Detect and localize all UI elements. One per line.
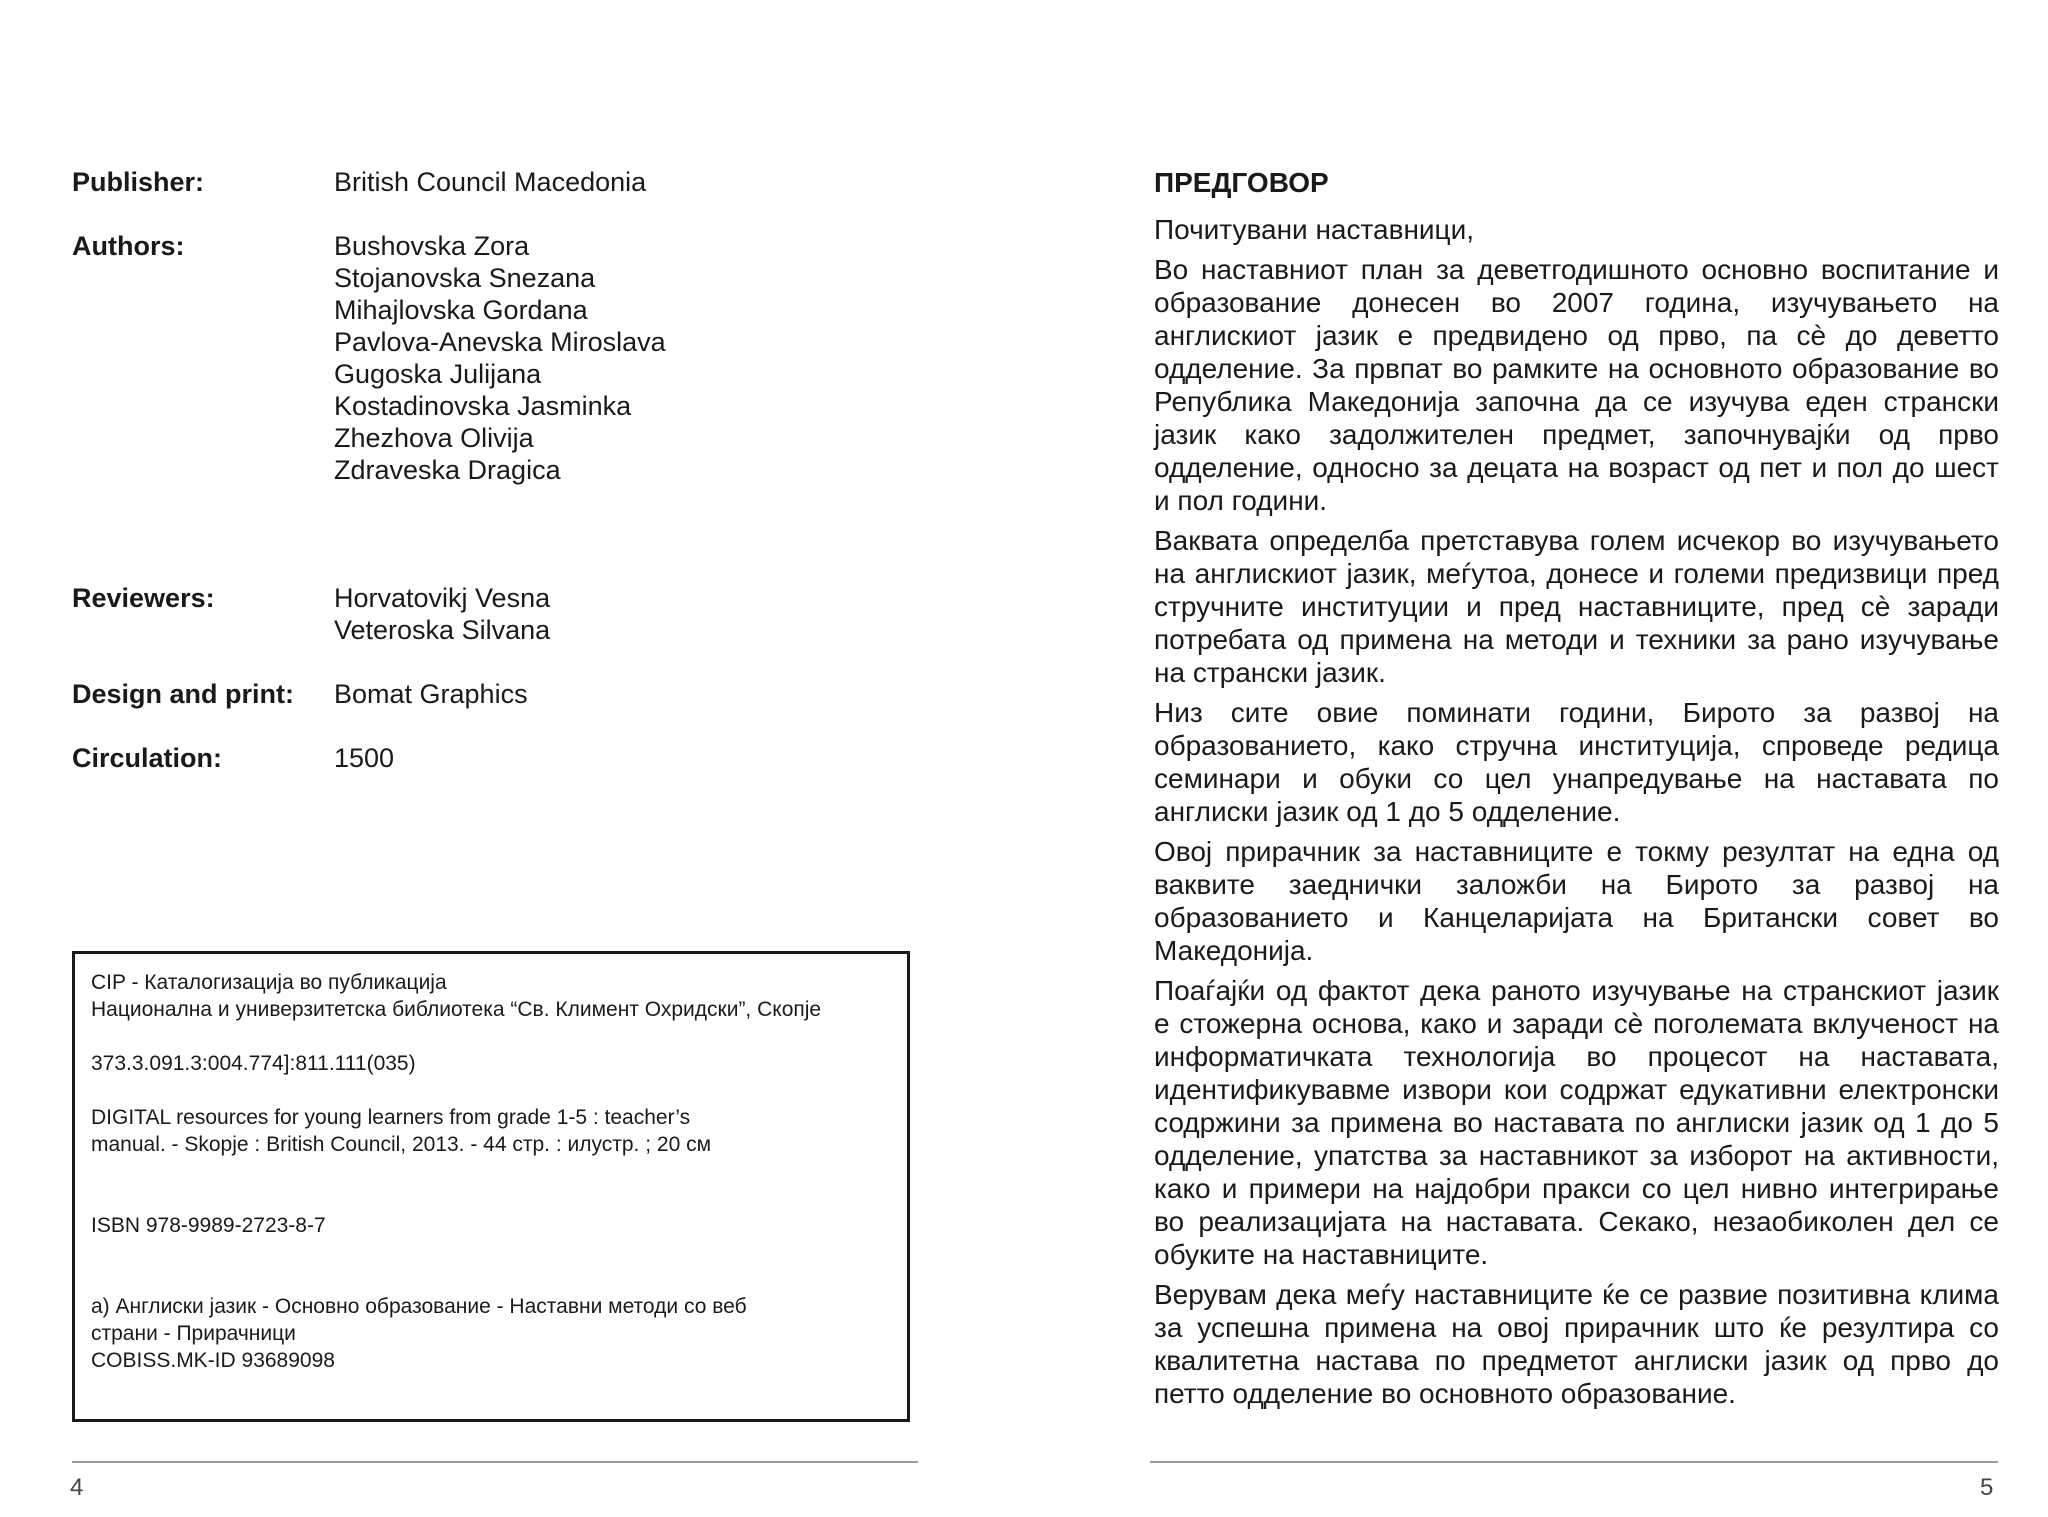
cip-description-line: manual. - Skopje : British Council, 2013. - 44 стр. : илустр. ; 20 см	[91, 1133, 712, 1156]
publisher-label: Publisher:	[72, 167, 205, 197]
footer-divider	[72, 1461, 918, 1463]
cip-isbn: ISBN 978-9989-2723-8-7	[91, 1214, 326, 1237]
reviewers-label: Reviewers:	[72, 583, 215, 613]
author-name: Pavlova-Anevska Miroslava	[334, 327, 666, 357]
authors-label: Authors:	[72, 231, 185, 261]
cip-udc: 373.3.091.3:004.774]:811.111(035)	[91, 1052, 416, 1075]
reviewers-list	[334, 582, 550, 646]
reviewer-name: Veteroska Silvana	[334, 615, 551, 645]
foreword-paragraph: Низ сите овие поминати години, Бирото за развој на образованието, како стручна институција, спроведе редица семинари и обуки со цел унапредување на наставата по англиски јазик од 1 до 5 одделение.	[1154, 697, 1999, 827]
cip-title: CIP - Каталогизација во публикација	[91, 971, 447, 994]
cip-subject-line: а) Англиски јазик - Основно образование - Наставни методи со веб	[91, 1295, 747, 1318]
circulation-value: 1500	[334, 743, 395, 773]
author-name: Bushovska Zora	[334, 231, 530, 261]
circulation-label: Circulation:	[72, 743, 223, 773]
footer-divider	[1150, 1461, 1998, 1463]
cip-description-line: DIGITAL resources for young learners from grade 1-5 : teacher’s	[91, 1106, 691, 1129]
design-value: Bomat Graphics	[334, 679, 528, 709]
page-number: 5	[1980, 1474, 1994, 1501]
author-name: Kostadinovska Jasminka	[334, 391, 632, 421]
foreword-salutation: Почитувани наставници,	[1154, 214, 1475, 245]
cip-subject-line: страни - Прирачници	[91, 1322, 296, 1345]
cip-box	[72, 951, 910, 1422]
design-label: Design and print:	[72, 679, 294, 709]
foreword-paragraph: Во наставниот план за деветгодишното основно воспитание и образование донесен во 2007 година, изучувањето на англискиот јазик е предвидено од прво, па сè до деветто одделение. За првпат во рамките на основното образование во Република Македонија започна да се изучува еден странски јазик како задолжителен предмет, започнувајќи од прво одделение, односно за децата на возраст од пет и пол до шест и пол години.	[1154, 254, 1999, 516]
page-number: 4	[70, 1474, 84, 1501]
foreword-paragraph: Овој прирачник за наставниците е токму резултат на една од ваквите заеднички заложби на Бирото за развој на образованието и Канцеларијата на Британски совет во Македонија.	[1154, 836, 1999, 966]
author-name: Zhezhova Olivija	[334, 423, 534, 453]
publisher-value: British Council Macedonia	[334, 167, 647, 197]
foreword-paragraph: Ваквата определба претставува голем исчекор во изучувањето на англискиот јазик, меѓутоа, донесе и големи предизвици пред стручните институции и пред наставниците, пред сè заради потребата од примена на методи и техники за рано изучување на странски јазик.	[1154, 525, 1999, 688]
author-name: Gugoska Julijana	[334, 359, 542, 389]
foreword-paragraph: Верувам дека меѓу наставниците ќе се развие позитивна клима за успешна примена на овој прирачник што ќе резултира со квалитетна настава по предметот англиски јазик од прво до петто одделение во основното образование.	[1154, 1279, 1999, 1409]
right-page	[1024, 0, 2048, 1517]
author-name: Zdraveska Dragica	[334, 455, 561, 485]
foreword	[1154, 166, 1999, 1417]
author-name: Stojanovska Snezana	[334, 263, 596, 293]
foreword-title: ПРЕДГОВОР	[1154, 167, 1329, 198]
cip-cobiss: COBISS.MK-ID 93689098	[91, 1349, 335, 1372]
cip-library: Национална и универзитетска библиотека “Св. Климент Охридски”, Скопје	[91, 998, 822, 1021]
foreword-paragraph: Поаѓајќи од фактот дека раното изучување на странскиот јазик е стожерна основа, како и заради сè поголемата вклученост на информатичката технологија во процесот на наставата, идентификувавме извори кои содржат едукативни електронски содржини за примена во наставата по англиски јазик од 1 до 5 одделение, упатства за наставникот за изборот на активности, како и примери на најдобри пракси со цел нивно интегрирање во реализацијата на наставата. Секако, незаобиколен дел се обуките на наставниците.	[1154, 975, 1999, 1270]
authors-list	[334, 230, 666, 486]
reviewer-name: Horvatovikj Vesna	[334, 583, 551, 613]
author-name: Mihajlovska Gordana	[334, 295, 588, 325]
